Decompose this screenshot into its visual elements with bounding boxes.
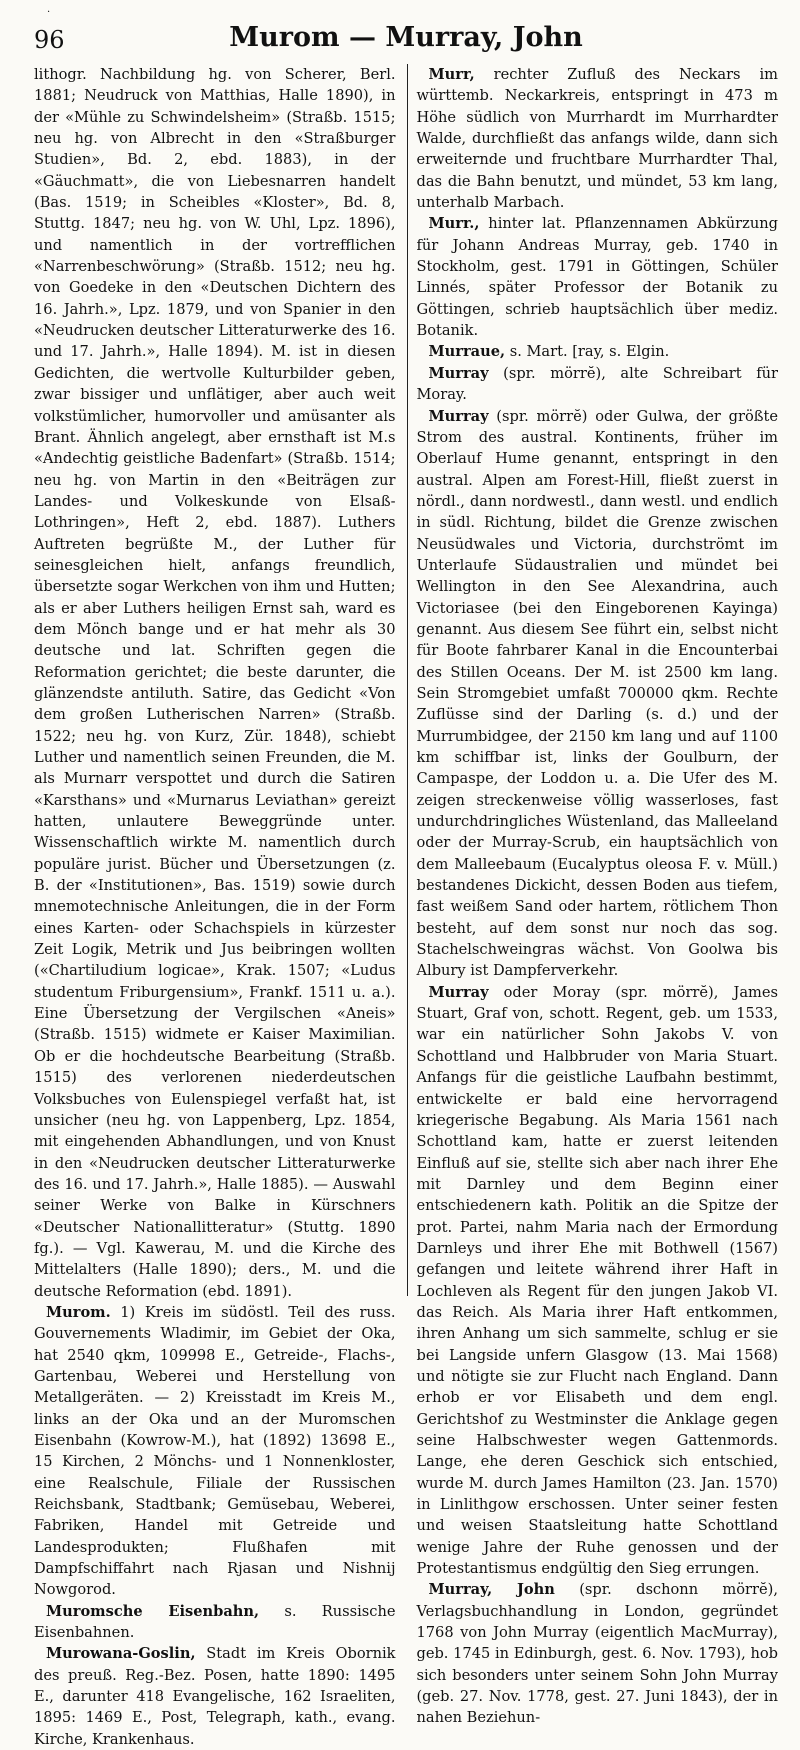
- page-header: [34, 20, 778, 64]
- entry-murr-abbrev: [416, 213, 778, 341]
- entry-text: Stadt im Kreis Obornik des preuß. Reg.-Bez. Posen, hatte 1890: 1495 E., darunter 418 Evangelische, 162 Israeliten, 1895: 1469 E., Post, Telegraph, kath., evang. Kirche, Krankenhaus.: [34, 1645, 396, 1748]
- entry-continuation: [34, 64, 396, 1302]
- column-divider: [407, 64, 408, 1296]
- entry-headword: Muromsche Eisenbahn,: [46, 1602, 260, 1620]
- entry-headword: Murray, John: [428, 1581, 555, 1599]
- entry-text: 1) Kreis im südöstl. Teil des russ. Gouvernements Wladimir, im Gebiet der Oka, hat 2540 qkm, 109998 E., Getreide-, Flachs-, Gartenbau, Weberei und Herstellung von Metallgeräten. — 2) Kreisstadt im Kreis M., links an der Oka und an der Muromschen Eisenbahn (Kowrow-M.), hat (1892) 13698 E., 15 Kirchen, 2 Mönchs- und 1 Nonnenkloster, eine Realschule, Filiale der Russischen Reichsbank, Stadtbank; Gemüsebau, Weberei, Fabriken, Handel mit Getreide und Landesprodukten; Flußhafen mit Dampfschiffahrt nach Rjasan und Nishnij Nowgorod.: [34, 1303, 396, 1599]
- columns: [34, 64, 778, 1750]
- entry-murray-james-stuart: [416, 982, 778, 1580]
- entry-headword: Murr.,: [428, 215, 480, 233]
- entry-muromsche-eisenbahn: [34, 1601, 396, 1644]
- entry-headword: Murray: [428, 364, 489, 382]
- entry-headword: Murray: [428, 983, 489, 1001]
- entry-murray-moray: [416, 363, 778, 406]
- entry-headword: Murowana-Goslin,: [46, 1645, 196, 1663]
- entry-headword: Murom.: [46, 1303, 111, 1321]
- entry-murr-river: [416, 64, 778, 213]
- entry-text: lithogr. Nachbildung hg. von Scherer, Berl. 1881; Neudruck von Matthias, Halle 1890), in der «Mühle zu Schwindelsheim» (Straßb. 1515; neu hg. von Albrecht in den «Straßburger Studien», Bd. 2, ebd. 1883), in der «Gäuchmatt», die von Liebesnarren handelt (Bas. 1519; in Scheibles «Kloster», Bd. 8, Stuttg. 1847; neu hg. von W. Uhl, Lpz. 1896), und namentlich in der vortrefflichen «Narrenbeschwörung» (Straßb. 1512; neu hg. von Goedeke in den «Deutschen Dichtern des 16. Jahrh.», Lpz. 1879, und von Spanier in den «Neudrucken deutscher Litteraturwerke des 16. und 17. Jahrh.», Halle 1894). M. ist in diesen Gedichten, die wertvolle Kulturbilder geben, zwar bissiger und unflätiger, aber auch weit volkstümlicher, humorvoller und amüsanter als Brant. Ähnlich angelegt, aber ernsthaft ist M.s «Andechtig geistliche Badenfart» (Straßb. 1514; neu hg. von Martin in den «Beiträgen zur Landes- und Volkeskunde von Elsaß-Lothringen», Heft 2, ebd. 1887). Luthers Auftreten begrüßte M., der Luther für seinesgleichen hielt, anfangs freundlich, übersetzte sogar Werkchen von ihm und Hutten; als er aber Luthers heiligen Ernst sah, ward es dem Mönch bange und er hat mehr als 30 deutsche und lat. Schriften gegen die Reformation gerichtet; die beste darunter, die glänzendste antiluth. Satire, das Gedicht «Von dem großen Lutherischen Narren» (Straßb. 1522; neu hg. von Kurz, Zür. 1848), schiebt Luther und namentlich seinen Freunden, die M. als Murnarr verspottet und durch die Satiren «Karsthans» und «Murnarus Leviathan» gereizt hatten, unlautere Beweggründe unter. Wissenschaftlich wirkte M. namentlich durch populäre jurist. Bücher und Übersetzungen (z. B. der «Institutionen», Bas. 1519) sowie durch mnemotechnische Anleitungen, die in der Form eines Karten- oder Schachspiels in kürzester Zeit Logik, Metrik und Jus beibringen wollten («Chartiludium logicae», Krak. 1507; «Ludus studentum Friburgensium», Frankf. 1511 u. a.). Eine Übersetzung der Vergilschen «Aneis» (Straßb. 1515) widmete er Kaiser Maximilian. Ob er die hochdeutsche Bearbeitung (Straßb. 1515) des verlorenen niederdeutschen Volksbuches von Eulenspiegel verfaßt hat, ist unsicher (neu hg. von Lappenberg, Lpz. 1854, mit eingehenden Abhandlungen, und von Knust in den «Neudrucken deutscher Litteraturwerke des 16. und 17. Jahrh.», Halle 1885). — Auswahl seiner Werke von Balke in Kürschners «Deutscher Nationallitteratur» (Stuttg. 1890 fg.). — Vgl. Kawerau, M. und die Kirche des Mittelalters (Halle 1890); ders., M. und die deutsche Reformation (ebd. 1891).: [34, 66, 396, 1300]
- page-number: 96: [34, 26, 65, 54]
- entry-headword: Murray: [428, 407, 489, 425]
- entry-text: oder Moray (spr. mörrĕ), James Stuart, Graf von, schott. Regent, geb. um 1533, war ein natürlicher Sohn Jakobs V. von Schottland und Halbbruder von Maria Stuart. Anfangs für die geistliche Laufbahn bestimmt, entwickelte er bald eine hervorragend kriegerische Begabung. Als Maria 1561 nach Schottland kam, hatte er zuerst leitenden Einfluß auf sie, stellte sich aber nach ihrer Ehe mit Darnley und dem Beginn einer entschiedenern kath. Politik an die Spitze der prot. Partei, nahm Maria nach der Ermordung Darnleys und ihrer Ehe mit Bothwell (1567) gefangen und leitete während ihrer Haft in Lochleven als Regent für den jungen Jakob VI. das Reich. Als Maria ihrer Haft entkommen, ihren Anhang um sich sammelte, schlug er sie bei Langside unfern Glasgow (13. Mai 1568) und nötigte sie zur Flucht nach England. Dann erhob er vor Elisabeth und dem engl. Gerichtshof zu Westminster die Anklage gegen seine Halbschwester wegen Gattenmords. Lange, ehe deren Geschick sich entschied, wurde M. durch James Hamilton (23. Jan. 1570) in Linlithgow erschossen. Unter seiner festen und weisen Staatsleitung hatte Schottland wenige Jahre der Ruhe genossen und der Protestantismus endgültig den Sieg errungen.: [416, 983, 778, 1578]
- entry-murowana-goslin: [34, 1643, 396, 1750]
- entry-text: s. Mart. [ray, s. Elgin.: [505, 343, 670, 361]
- entry-text: (spr. mörrĕ), alte Schreibart für Moray.: [416, 364, 778, 404]
- entry-murom: [34, 1302, 396, 1601]
- entry-murraue: [416, 341, 778, 362]
- page-title: Murom — Murray, John: [229, 22, 583, 53]
- right-column: [412, 64, 778, 1750]
- entry-text: s. Russische Eisenbahnen.: [34, 1602, 396, 1642]
- top-mark: .: [47, 4, 51, 15]
- entry-headword: Murraue,: [428, 343, 506, 361]
- entry-text: (spr. dschonn mörrĕ), Verlagsbuchhandlung in London, gegründet 1768 von John Murray (eigentlich MacMurray), geb. 1745 in Edinburgh, gest. 6. Nov. 1793), hob sich besonders unter seinem Sohn John Murray (geb. 27. Nov. 1778, gest. 27. Juni 1843), der in nahen Beziehun-: [416, 1581, 778, 1727]
- entry-text: rechter Zufluß des Neckars im württemb. Neckarkreis, entspringt in 473 m Höhe südlich von Murrhardt im Murrhardter Walde, durchfließt das anfangs wilde, dann sich erweiternde und fruchtbare Murrhardter Thal, das die Bahn benutzt, und mündet, 53 km lang, unterhalb Marbach.: [416, 66, 778, 212]
- entry-murray-john: [416, 1579, 778, 1728]
- entry-text: (spr. mörrĕ) oder Gulwa, der größte Strom des austral. Kontinents, früher im Oberlauf Hume genannt, entspringt in den austral. Alpen am Forest-Hill, fließt zuerst in nördl., dann nordwestl., dann westl. und endlich in südl. Richtung, bildet die Grenze zwischen Neusüdwales und Victoria, durchströmt im Unterlaufe Südaustralien und mündet bei Wellington in den See Alexandrina, auch Victoriasee (bei den Eingeborenen Kayinga) genannt. Aus diesem See führt ein, selbst nicht für Boote fahrbarer Kanal in die Encounterbai des Stillen Oceans. Der M. ist 2500 km lang. Sein Stromgebiet umfaßt 700000 qkm. Rechte Zuflüsse sind der Darling (s. d.) und der Murrumbidgee, der 2150 km lang und auf 1100 km schiffbar ist, links der Goulburn, der Campaspe, der Loddon u. a. Die Ufer des M. zeigen streckenweise völlig wasserloses, fast undurchdringliches Wüstenland, das Malleeland oder der Murray-Scrub, ein hauptsächlich von dem Malleebaum (Eucalyptus oleosa F. v. Müll.) bestandenes Dickicht, dessen Boden aus tiefem, fast weißem Sand oder hartem, rötlichem Thon besteht, auf dem sonst nur noch das sog. Stachelschweingras wächst. Von Goolwa bis Albury ist Dampferverkehr.: [416, 407, 778, 980]
- entry-text: hinter lat. Pflanzennamen Abkürzung für Johann Andreas Murray, geb. 1740 in Stockholm, gest. 1791 in Göttingen, Schüler Linnés, später Professor der Botanik zu Göttingen, schrieb hauptsächlich über mediz. Botanik.: [416, 215, 778, 340]
- entry-murray-river: [416, 406, 778, 982]
- entry-headword: Murr,: [428, 66, 475, 83]
- left-column: [34, 64, 402, 1750]
